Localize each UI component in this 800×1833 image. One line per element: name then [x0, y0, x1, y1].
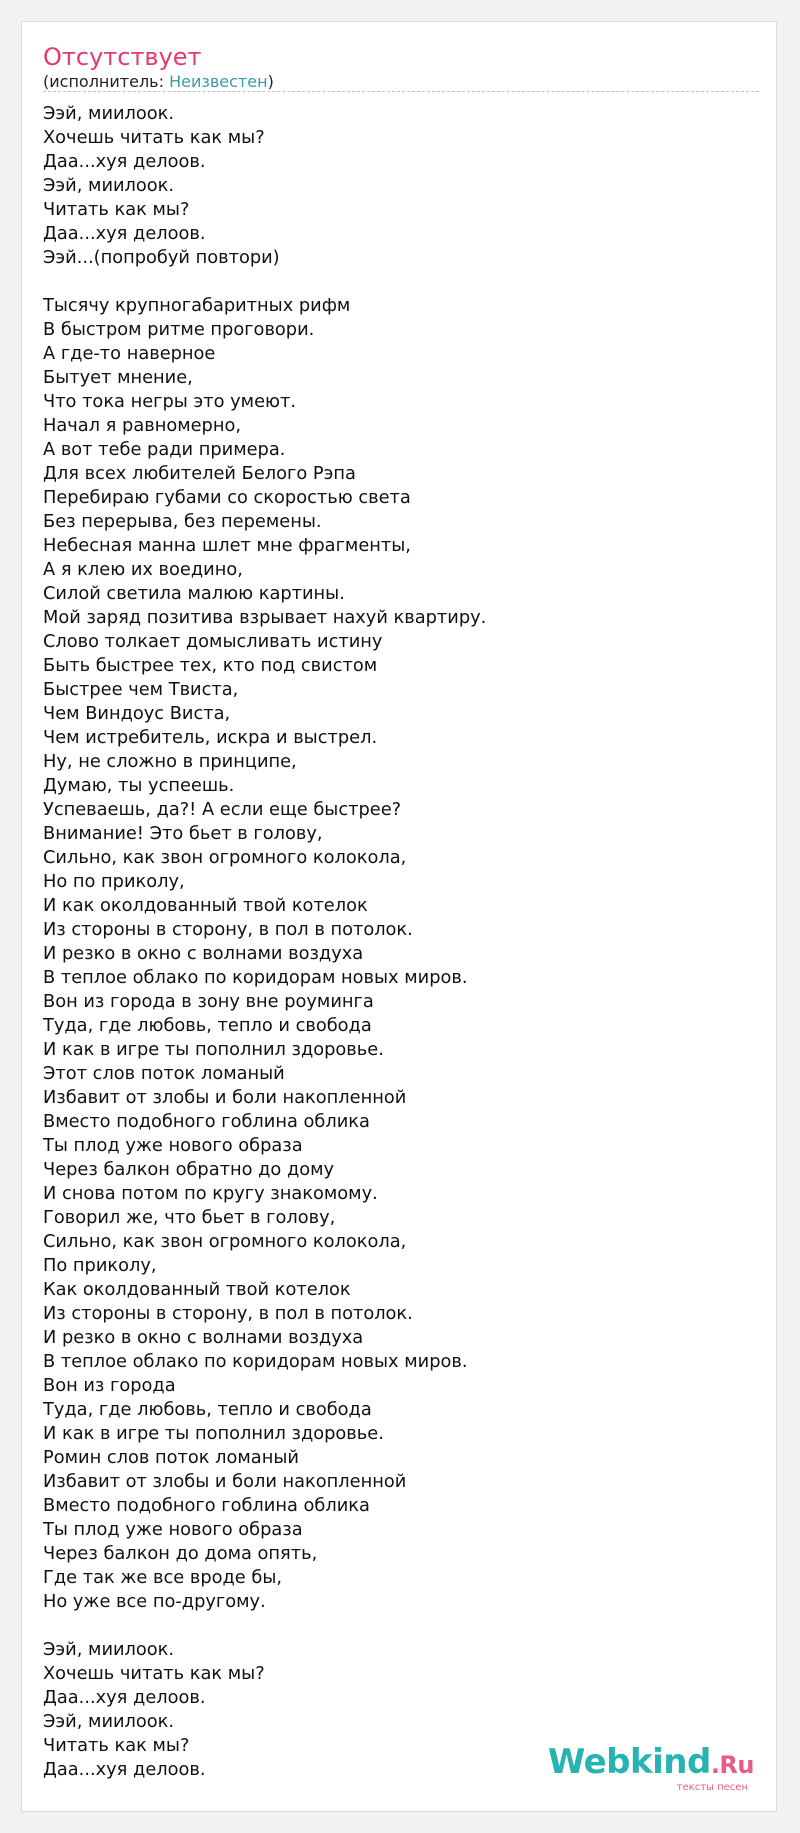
lyric-line: Даа...хуя делоов. [43, 1759, 206, 1780]
lyric-line: Ээй...(попробуй повтори) [43, 247, 280, 268]
lyric-line: Слово толкает домысливать истину [43, 631, 383, 652]
lyric-line: Ты плод уже нового образа [43, 1519, 303, 1540]
lyric-line: Ээй, миилоок. [43, 103, 175, 124]
lyric-line: И резко в окно с волнами воздуха [43, 943, 364, 964]
lyric-line: Избавит от злобы и боли накопленной [43, 1087, 407, 1108]
stanza-break [43, 270, 759, 294]
lyric-line: Через балкон обратно до дому [43, 1159, 335, 1180]
lyric-line: Вон из города в зону вне роуминга [43, 991, 374, 1012]
lyric-line: Сильно, как звон огромного колокола, [43, 847, 407, 868]
lyric-line: Вон из города [43, 1375, 176, 1396]
lyric-line: Начал я равномерно, [43, 415, 241, 436]
lyric-line: Даа...хуя делоов. [43, 1687, 206, 1708]
lyric-line: В быстром ритме проговори. [43, 319, 315, 340]
dashed-divider [43, 91, 759, 92]
lyric-line: И снова потом по кругу знакомому. [43, 1183, 378, 1204]
lyric-line: И как околдованный твой котелок [43, 895, 368, 916]
lyric-line: Туда, где любовь, тепло и свобода [43, 1015, 372, 1036]
lyric-line: Тысячу крупногабаритных рифм [43, 295, 351, 316]
lyric-line: Хочешь читать как мы? [43, 127, 265, 148]
lyric-line: Для всех любителей Белого Рэпа [43, 463, 356, 484]
lyric-line: Чем истребитель, искра и выстрел. [43, 727, 378, 748]
lyric-line: А вот тебе ради примера. [43, 439, 286, 460]
lyric-line: Что тока негры это умеют. [43, 391, 296, 412]
lyric-line: Даа...хуя делоов. [43, 151, 206, 172]
lyrics-text [43, 102, 759, 1782]
lyric-line: Ну, не сложно в принципе, [43, 751, 297, 772]
lyric-line: Без перерыва, без перемены. [43, 511, 322, 532]
lyric-line: Быстрее чем Твиста, [43, 679, 239, 700]
lyric-line: Через балкон до дома опять, [43, 1543, 318, 1564]
lyric-line: Сильно, как звон огромного колокола, [43, 1231, 407, 1252]
lyric-line: Вместо подобного гоблина облика [43, 1111, 370, 1132]
stanza-break [43, 1614, 759, 1638]
lyrics-card [21, 21, 777, 1812]
lyric-line: Ты плод уже нового образа [43, 1135, 303, 1156]
lyric-line: Вместо подобного гоблина облика [43, 1495, 370, 1516]
lyric-line: Из стороны в сторону, в пол в потолок. [43, 919, 413, 940]
artist-suffix: ) [267, 72, 274, 91]
song-title: Отсутствует [43, 43, 202, 71]
lyric-line: Внимание! Это бьет в голову, [43, 823, 323, 844]
lyric-line: Чем Виндоус Виста, [43, 703, 231, 724]
lyric-line: И как в игре ты пополнил здоровье. [43, 1423, 384, 1444]
logo-brand: Webkind [547, 1742, 711, 1782]
artist-line [43, 72, 274, 92]
lyric-line: Успеваешь, да?! А если еще быстрее? [43, 799, 402, 820]
artist-link[interactable]: Неизвестен [169, 72, 268, 91]
lyric-line: Но по приколу, [43, 871, 185, 892]
lyric-line: Говорил же, что бьет в голову, [43, 1207, 336, 1228]
lyric-line: Ромин слов поток ломаный [43, 1447, 299, 1468]
lyric-line: Но уже все по-другому. [43, 1591, 266, 1612]
lyric-line: Из стороны в сторону, в пол в потолок. [43, 1303, 413, 1324]
lyric-line: Ээй, миилоок. [43, 175, 175, 196]
webkind-logo[interactable] [548, 1744, 754, 1793]
lyric-line: Где так же все вроде бы, [43, 1567, 283, 1588]
lyric-line: Читать как мы? [43, 199, 190, 220]
lyric-line: Этот слов поток ломаный [43, 1063, 285, 1084]
logo-tagline: тексты песен [676, 1782, 748, 1793]
lyric-line: Бытует мнение, [43, 367, 193, 388]
logo-wordmark [548, 1744, 754, 1783]
lyric-line: Ээй, миилоок. [43, 1639, 175, 1660]
lyric-line: Силой светила малюю картины. [43, 583, 345, 604]
lyric-line: Небесная манна шлет мне фрагменты, [43, 535, 411, 556]
logo-suffix: .Ru [710, 1751, 754, 1779]
lyric-line: Мой заряд позитива взрывает нахуй квартиру. [43, 607, 487, 628]
lyric-line: И резко в окно с волнами воздуха [43, 1327, 364, 1348]
lyric-line: Думаю, ты успеешь. [43, 775, 235, 796]
lyric-line: Хочешь читать как мы? [43, 1663, 265, 1684]
lyric-line: Даа...хуя делоов. [43, 223, 206, 244]
lyric-line: А где-то наверное [43, 343, 216, 364]
lyric-line: Избавит от злобы и боли накопленной [43, 1471, 407, 1492]
lyric-line: Как околдованный твой котелок [43, 1279, 351, 1300]
lyric-line: В теплое облако по коридорам новых миров. [43, 967, 468, 988]
lyric-line: Ээй, миилоок. [43, 1711, 175, 1732]
lyric-line: В теплое облако по коридорам новых миров. [43, 1351, 468, 1372]
lyric-line: По приколу, [43, 1255, 157, 1276]
artist-prefix: (исполнитель: [43, 72, 170, 91]
lyric-line: Перебираю губами со скоростью света [43, 487, 411, 508]
lyric-line: А я клею их воедино, [43, 559, 243, 580]
lyric-line: Туда, где любовь, тепло и свобода [43, 1399, 372, 1420]
lyric-line: И как в игре ты пополнил здоровье. [43, 1039, 384, 1060]
lyric-line: Быть быстрее тех, кто под свистом [43, 655, 378, 676]
lyric-line: Читать как мы? [43, 1735, 190, 1756]
